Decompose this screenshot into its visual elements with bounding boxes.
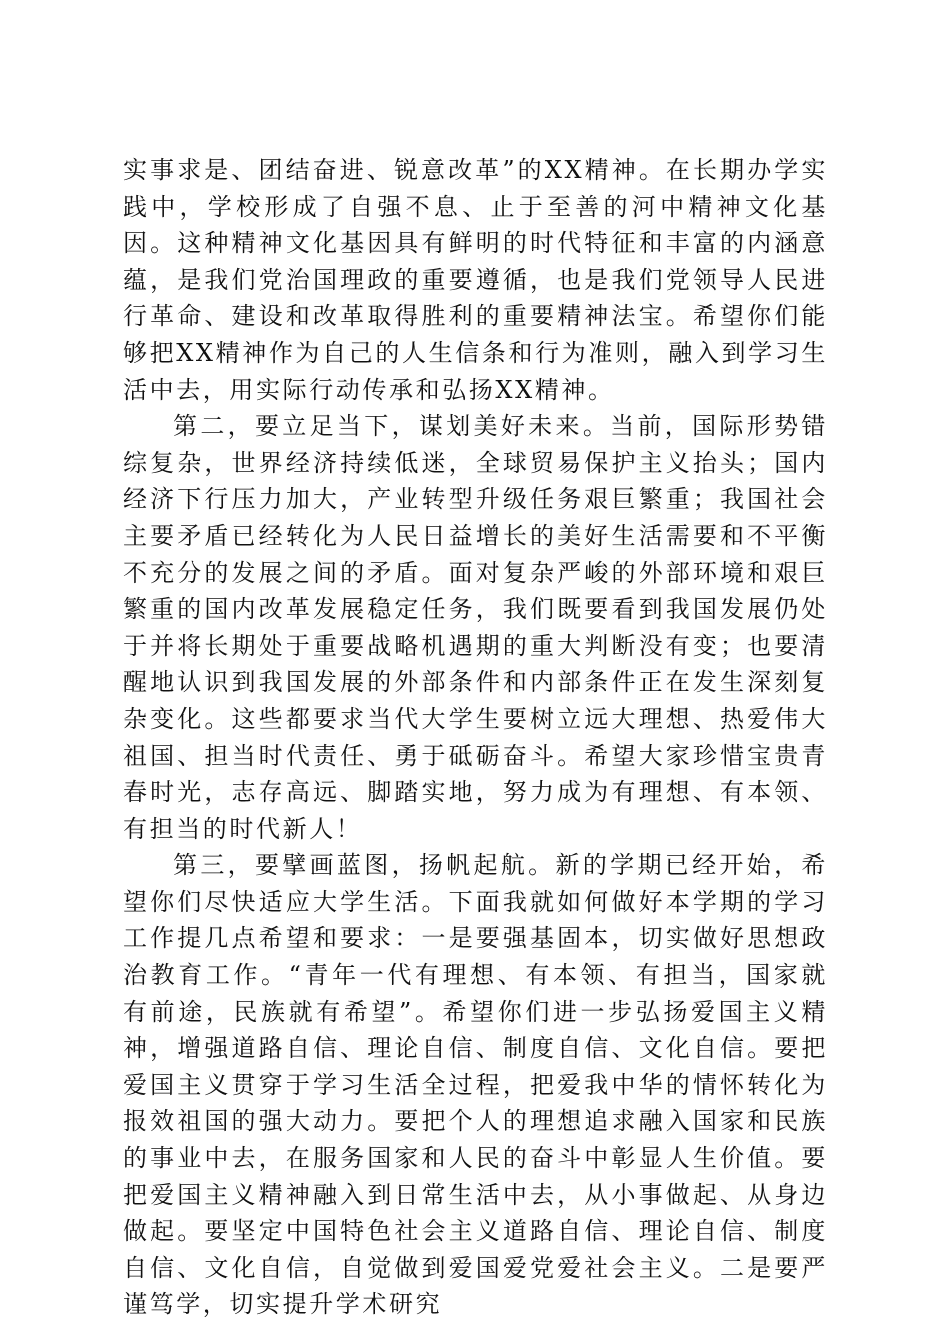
paragraph-1: 实事求是、团结奋进、锐意改革”的XX精神。在长期办学实践中，学校形成了自强不息、止于至善的河中精神文化基因。这种精神文化基因具有鲜明的时代特征和丰富的内涵意蕴，是我们党治国理政的重要遵循，也是我们党领导人民进行革命、建设和改革取得胜利的重要精神法宝。希望你们能够把XX精神作为自己的人生信条和行为准则，融入到学习生活中去，用实际行动传承和弘扬XX精神。 — [123, 156, 828, 404]
paragraph-2: 第二，要立足当下，谋划美好未来。当前，国际形势错综复杂，世界经济持续低迷，全球贸易保护主义抬头；国内经济下行压力加大，产业转型升级任务艰巨繁重；我国社会主要矛盾已经转化为人民日益增长的美好生活需要和不平衡不充分的发展之间的矛盾。面对复杂严峻的外部环境和艰巨繁重的国内改革发展稳定任务，我们既要看到我国发展仍处于并将长期处于重要战略机遇期的重大判断没有变；也要清醒地认识到我国发展的外部条件和内部条件正在发生深刻复杂变化。这些都要求当代大学生要树立远大理想、热爱伟大祖国、担当时代责任、勇于砥砺奋斗。希望大家珍惜宝贵青春时光，志存高远、脚踏实地，努力成为有理想、有本领、有担当的时代新人！ — [123, 412, 828, 843]
body-text — [123, 152, 828, 1323]
paragraph-3: 第三，要擘画蓝图，扬帆起航。新的学期已经开始，希望你们尽快适应大学生活。下面我就如何做好本学期的学习工作提几点希望和要求：一是要强基固本，切实做好思想政治教育工作。“青年一代有理想、有本领、有担当，国家就有前途，民族就有希望”。希望你们进一步弘扬爱国主义精神，增强道路自信、理论自信、制度自信、文化自信。要把爱国主义贯穿于学习生活全过程，把爱我中华的情怀转化为报效祖国的强大动力。要把个人的理想追求融入国家和民族的事业中去，在服务国家和人民的奋斗中彰显人生价值。要把爱国主义精神融入到日常生活中去，从小事做起、从身边做起。要坚定中国特色社会主义道路自信、理论自信、制度自信、文化自信，自觉做到爱国爱党爱社会主义。二是要严谨笃学，切实提升学术研究 — [123, 851, 828, 1319]
